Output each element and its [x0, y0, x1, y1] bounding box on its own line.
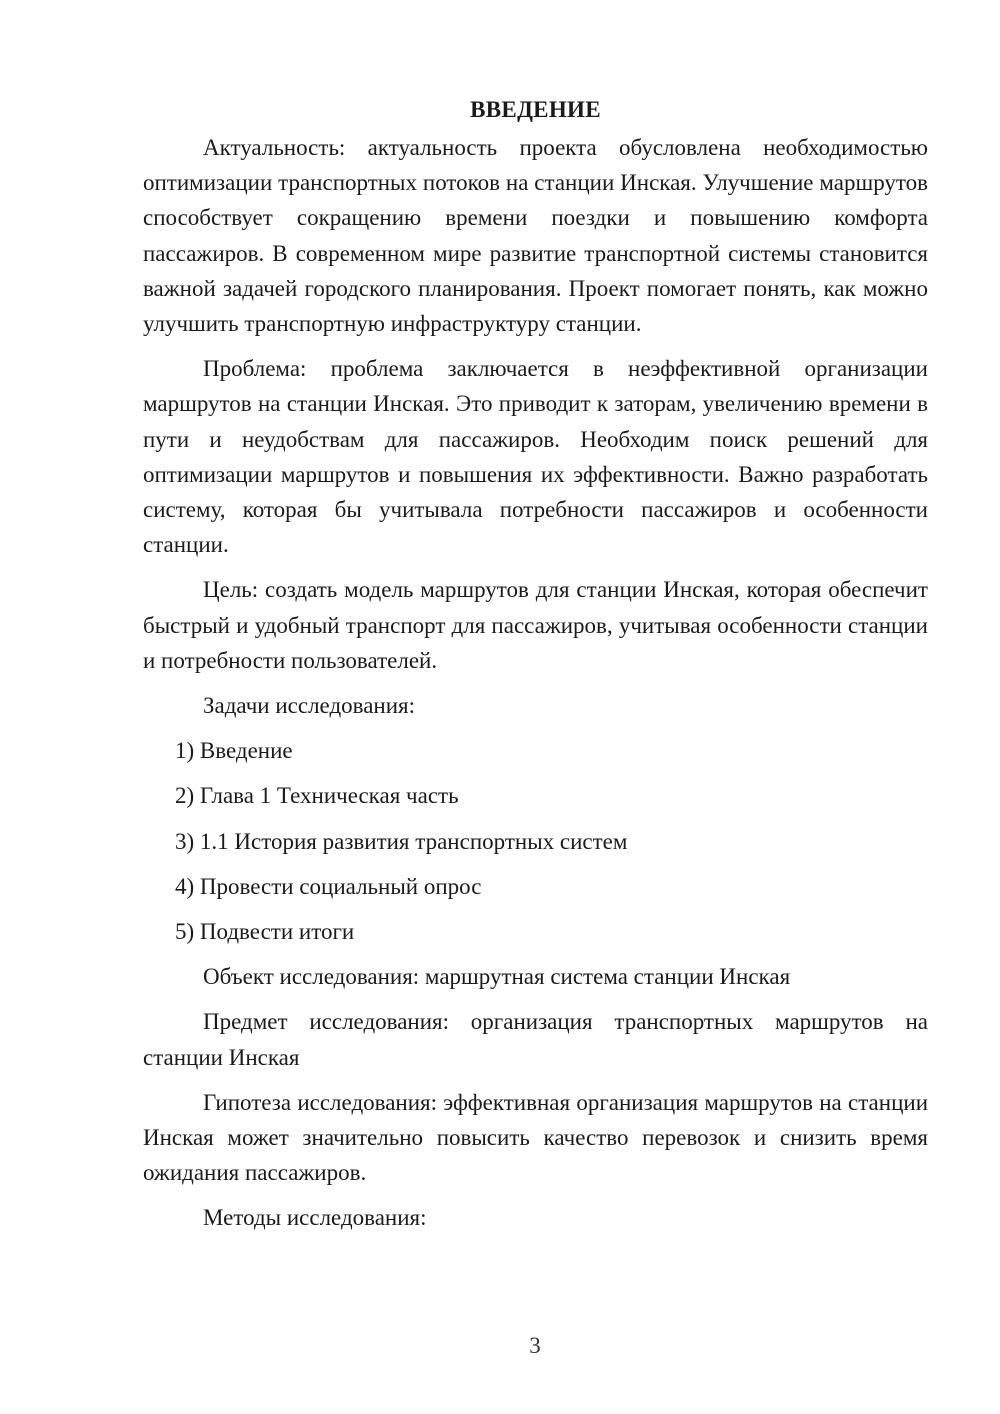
- tasks-list: [143, 733, 928, 949]
- goal-paragraph: Цель: создать модель маршрутов для станции Инская, которая обеспечит быстрый и удобный транспорт для пассажиров, учитывая особенности станции и потребности пользователей.: [143, 577, 928, 673]
- problem-paragraph: Проблема: проблема заключается в неэффективной организации маршрутов на станции Инская. Это приводит к заторам, увеличению времени в пути и неудобствам для пассажиров. Необходим поиск решений для оптимизации маршрутов и повышения их эффективности. Важно разработать систему, которая бы учитывала потребности пассажиров и особенности станции.: [143, 356, 928, 558]
- object-paragraph: Объект исследования: маршрутная система станции Инская: [203, 964, 791, 990]
- methods-heading: Методы исследования:: [203, 1205, 427, 1231]
- hypothesis-paragraph: Гипотеза исследования: эффективная организация маршрутов на станции Инская может значительно повысить качество перевозок и снизить время ожидания пассажиров.: [143, 1089, 928, 1186]
- list-item: 5) Подвести итоги: [175, 919, 355, 945]
- page-title: ВВЕДЕНИЕ: [470, 97, 601, 122]
- relevance-paragraph: Актуальность: актуальность проекта обусловлена необходимостью оптимизации транспортных потоков на станции Инская. Улучшение маршрутов способствует сокращению времени поездки и повышению комфорта пассажиров. В современном мире развитие транспортной системы становится важной задачей городского планирования. Проект помогает понять, как можно улучшить транспортную инфраструктуру станции.: [143, 135, 928, 337]
- page-number: 3: [529, 1333, 541, 1358]
- list-item: 3) 1.1 История развития транспортных систем: [175, 828, 628, 854]
- list-item: 1) Введение: [175, 738, 293, 764]
- tasks-heading: Задачи исследования:: [203, 693, 416, 719]
- list-item: 4) Провести социальный опрос: [175, 873, 482, 899]
- list-item: 2) Глава 1 Техническая часть: [175, 783, 459, 809]
- document-page: [143, 92, 928, 1246]
- subject-paragraph: Предмет исследования: организация транспортных маршрутов на станции Инская: [143, 1009, 928, 1070]
